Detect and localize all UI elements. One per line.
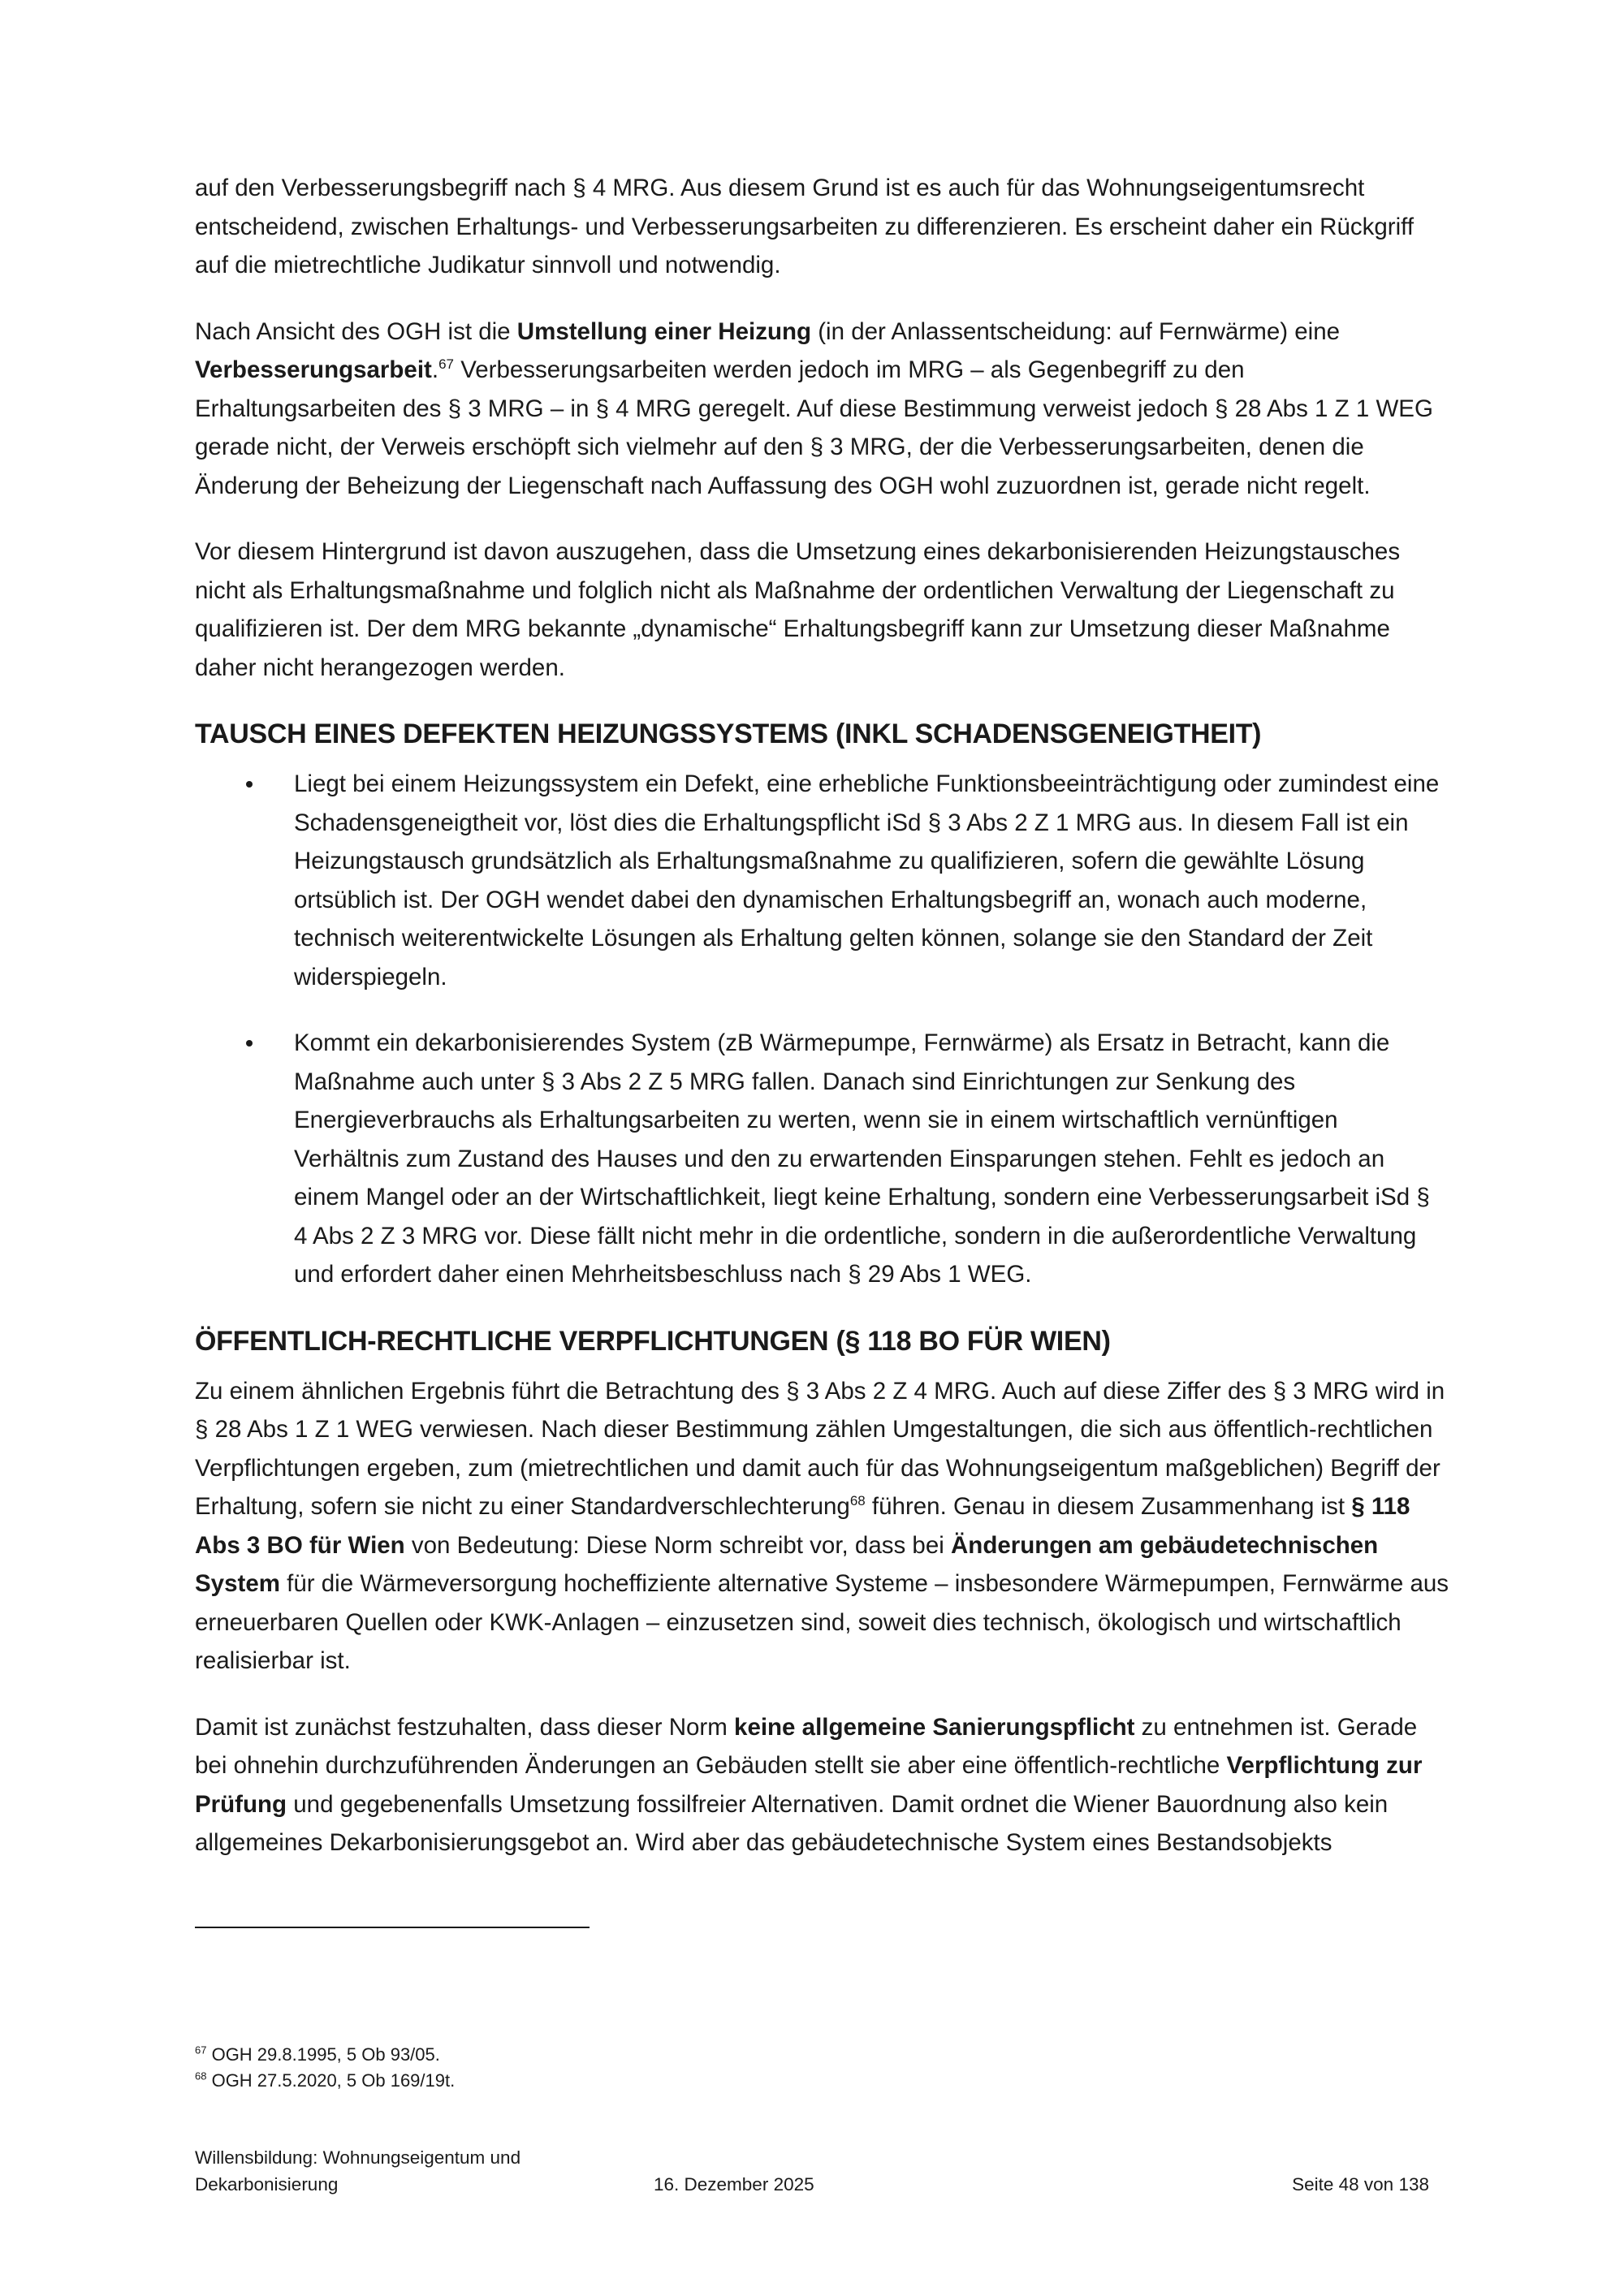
paragraph-5: Damit ist zunächst festzuhalten, dass dieser Norm keine allgemeine Sanierungspflicht zu entnehmen ist. Gerade bei ohnehin durchzuführenden Änderungen an Gebäuden stellt sie aber eine öffentlich-rechtliche Verpflichtung zur Prüfung und gegebenenfalls Umsetzung fossilfreier Alternativen. Damit ordnet die Wiener Bauordnung also kein allgemeines Dekarbonisierungsgebot an. Wird aber das gebäudetechnische System eines Bestandsobjekts: [195, 1713, 1423, 1856]
bold-phrase: § 118 Abs 3 BO für Wien: [195, 1493, 1410, 1559]
footnote-separator: [195, 1927, 590, 1928]
footnote: $^{67}$ OGH 29.8.1995, 5 Ob 93/05.: [195, 2044, 440, 2065]
paragraph-4: Zu einem ähnlichen Ergebnis führt die Betrachtung des § 3 Abs 2 Z 4 MRG. Auch auf diese Ziffer des § 3 MRG wird in § 28 Abs 1 Z 1 WEG verwiesen. Nach dieser Bestimmung zählen Umgestaltungen, die sich aus öffentlich-rechtlichen Verpflichtungen ergeben, zum (mietrechtlichen und damit auch für das Wohnungseigentum maßgeblichen) Begriff der Erhaltung, sofern sie nicht zu einer Standardverschlechterung$^{68}$ führen. Genau in diesem Zusammenhang ist § 118 Abs 3 BO für Wien von Bedeutung: Diese Norm schreibt vor, dass bei Änderungen am gebäudetechnischen System für die Wärmeversorgung hocheffiziente alternative Systeme – insbesondere Wärmepumpen, Fernwärme aus erneuerbaren Quellen oder KWK-Anlagen – einzusetzen sind, soweit dies technisch, ökologisch und wirtschaftlich realisierbar ist.: [195, 1377, 1449, 1674]
footnote-number: 68: [195, 2069, 207, 2082]
paragraph-2: Nach Ansicht des OGH ist die Umstellung einer Heizung (in der Anlassentscheidung: auf Fernwärme) eine Verbesserungsarbeit.$^{67}$ Verbesserungsarbeiten werden jedoch im MRG – als Gegenbegriff zu den Erhaltungsarbeiten des § 3 MRG – in § 4 MRG geregelt. Auf diese Bestimmung verweist jedoch § 28 Abs 1 Z 1 WEG gerade nicht, der Verweis erschöpft sich vielmehr auf den § 3 MRG, der die Verbesserungsarbeiten, denen die Änderung der Beheizung der Liegenschaft nach Auffassung des OGH wohl zuzuordnen ist, gerade nicht regelt.: [195, 317, 1433, 499]
page-number: Seite 48 von 138: [1292, 2174, 1429, 2195]
page-footer: [195, 2144, 1429, 2201]
bullet-icon: [246, 1040, 253, 1047]
bold-phrase: Änderungen am gebäudetechnischen System: [195, 1531, 1379, 1597]
bold-phrase: Umstellung einer Heizung: [516, 317, 812, 345]
bold-phrase: Verpflichtung zur Prüfung: [195, 1752, 1423, 1818]
page-body: [195, 169, 1449, 1890]
section-heading: TAUSCH EINES DEFEKTEN HEIZUNGSSYSTEMS (INKL SCHADENSGENEIGTHEIT): [195, 719, 1262, 749]
bold-phrase: Verbesserungsarbeit: [195, 356, 432, 383]
section-heading: ÖFFENTLICH-RECHTLICHE VERPFLICHTUNGEN (§ 118 BO FÜR WIEN): [195, 1325, 1111, 1357]
list-item: Liegt bei einem Heizungssystem ein Defekt, eine erhebliche Funktionsbeeinträchtigung oder zumindest eine Schadensgeneigtheit vor, löst dies die Erhaltungspflicht iSd § 3 Abs 2 Z 1 MRG aus. In diesem Fall ist ein Heizungstausch grundsätzlich als Erhaltungsmaßnahme zu qualifizieren, sofern die gewählte Lösung ortsüblich ist. Der OGH wendet dabei den dynamischen Erhaltungsbegriff an, wonach auch moderne, technisch weiterentwickelte Lösungen als Erhaltung gelten können, solange sie den Standard der Zeit widerspiegeln.: [195, 765, 1449, 996]
footer-document-title: Willensbildung: Wohnungseigentum und Dekarbonisierung: [195, 2147, 521, 2195]
bold-phrase: keine allgemeine Sanierungspflicht: [734, 1713, 1135, 1741]
footer-date: 16. Dezember 2025: [654, 2174, 814, 2195]
paragraph-3: Vor diesem Hintergrund ist davon auszugehen, dass die Umsetzung eines dekarbonisierenden Heizungstausches nicht als Erhaltungsmaßnahme und folglich nicht als Maßnahme der ordentlichen Verwaltung der Liegenschaft zu qualifizieren ist. Der dem MRG bekannte „dynamische“ Erhaltungsbegriff kann zur Umsetzung dieser Maßnahme daher nicht herangezogen werden.: [195, 538, 1401, 681]
footnote-number: 67: [195, 2044, 207, 2056]
bullet-list: [195, 765, 1449, 1294]
paragraph-1: auf den Verbesserungsbegriff nach § 4 MRG. Aus diesem Grund ist es auch für das Wohnungseigentumsrecht entscheidend, zwischen Erhaltungs- und Verbesserungsarbeiten zu differenzieren. Es erscheint daher ein Rückgriff auf die mietrechtliche Judikatur sinnvoll und notwendig.: [195, 175, 1415, 278]
footnote-ref[interactable]: 68: [849, 1493, 866, 1509]
footnote: $^{68}$ OGH 27.5.2020, 5 Ob 169/19t.: [195, 2069, 456, 2091]
bullet-icon: [246, 781, 253, 788]
list-item: Kommt ein dekarbonisierendes System (zB Wärmepumpe, Fernwärme) als Ersatz in Betracht, kann die Maßnahme auch unter § 3 Abs 2 Z 5 MRG fallen. Danach sind Einrichtungen zur Senkung des Energieverbrauchs als Erhaltungsarbeiten zu werten, wenn sie in einem wirtschaftlich vernünftigen Verhältnis zum Zustand des Hauses und den zu erwartenden Einsparungen stehen. Fehlt es jedoch an einem Mangel oder an der Wirtschaftlichkeit, liegt keine Erhaltung, sondern eine Verbesserungsarbeit iSd § 4 Abs 2 Z 3 MRG vor. Diese fällt nicht mehr in die ordentliche, sondern in die außerordentliche Verwaltung und erfordert daher einen Mehrheitsbeschluss nach § 29 Abs 1 WEG.: [195, 1024, 1449, 1294]
footnote-ref[interactable]: 67: [438, 356, 454, 373]
footnotes: [195, 2042, 455, 2094]
